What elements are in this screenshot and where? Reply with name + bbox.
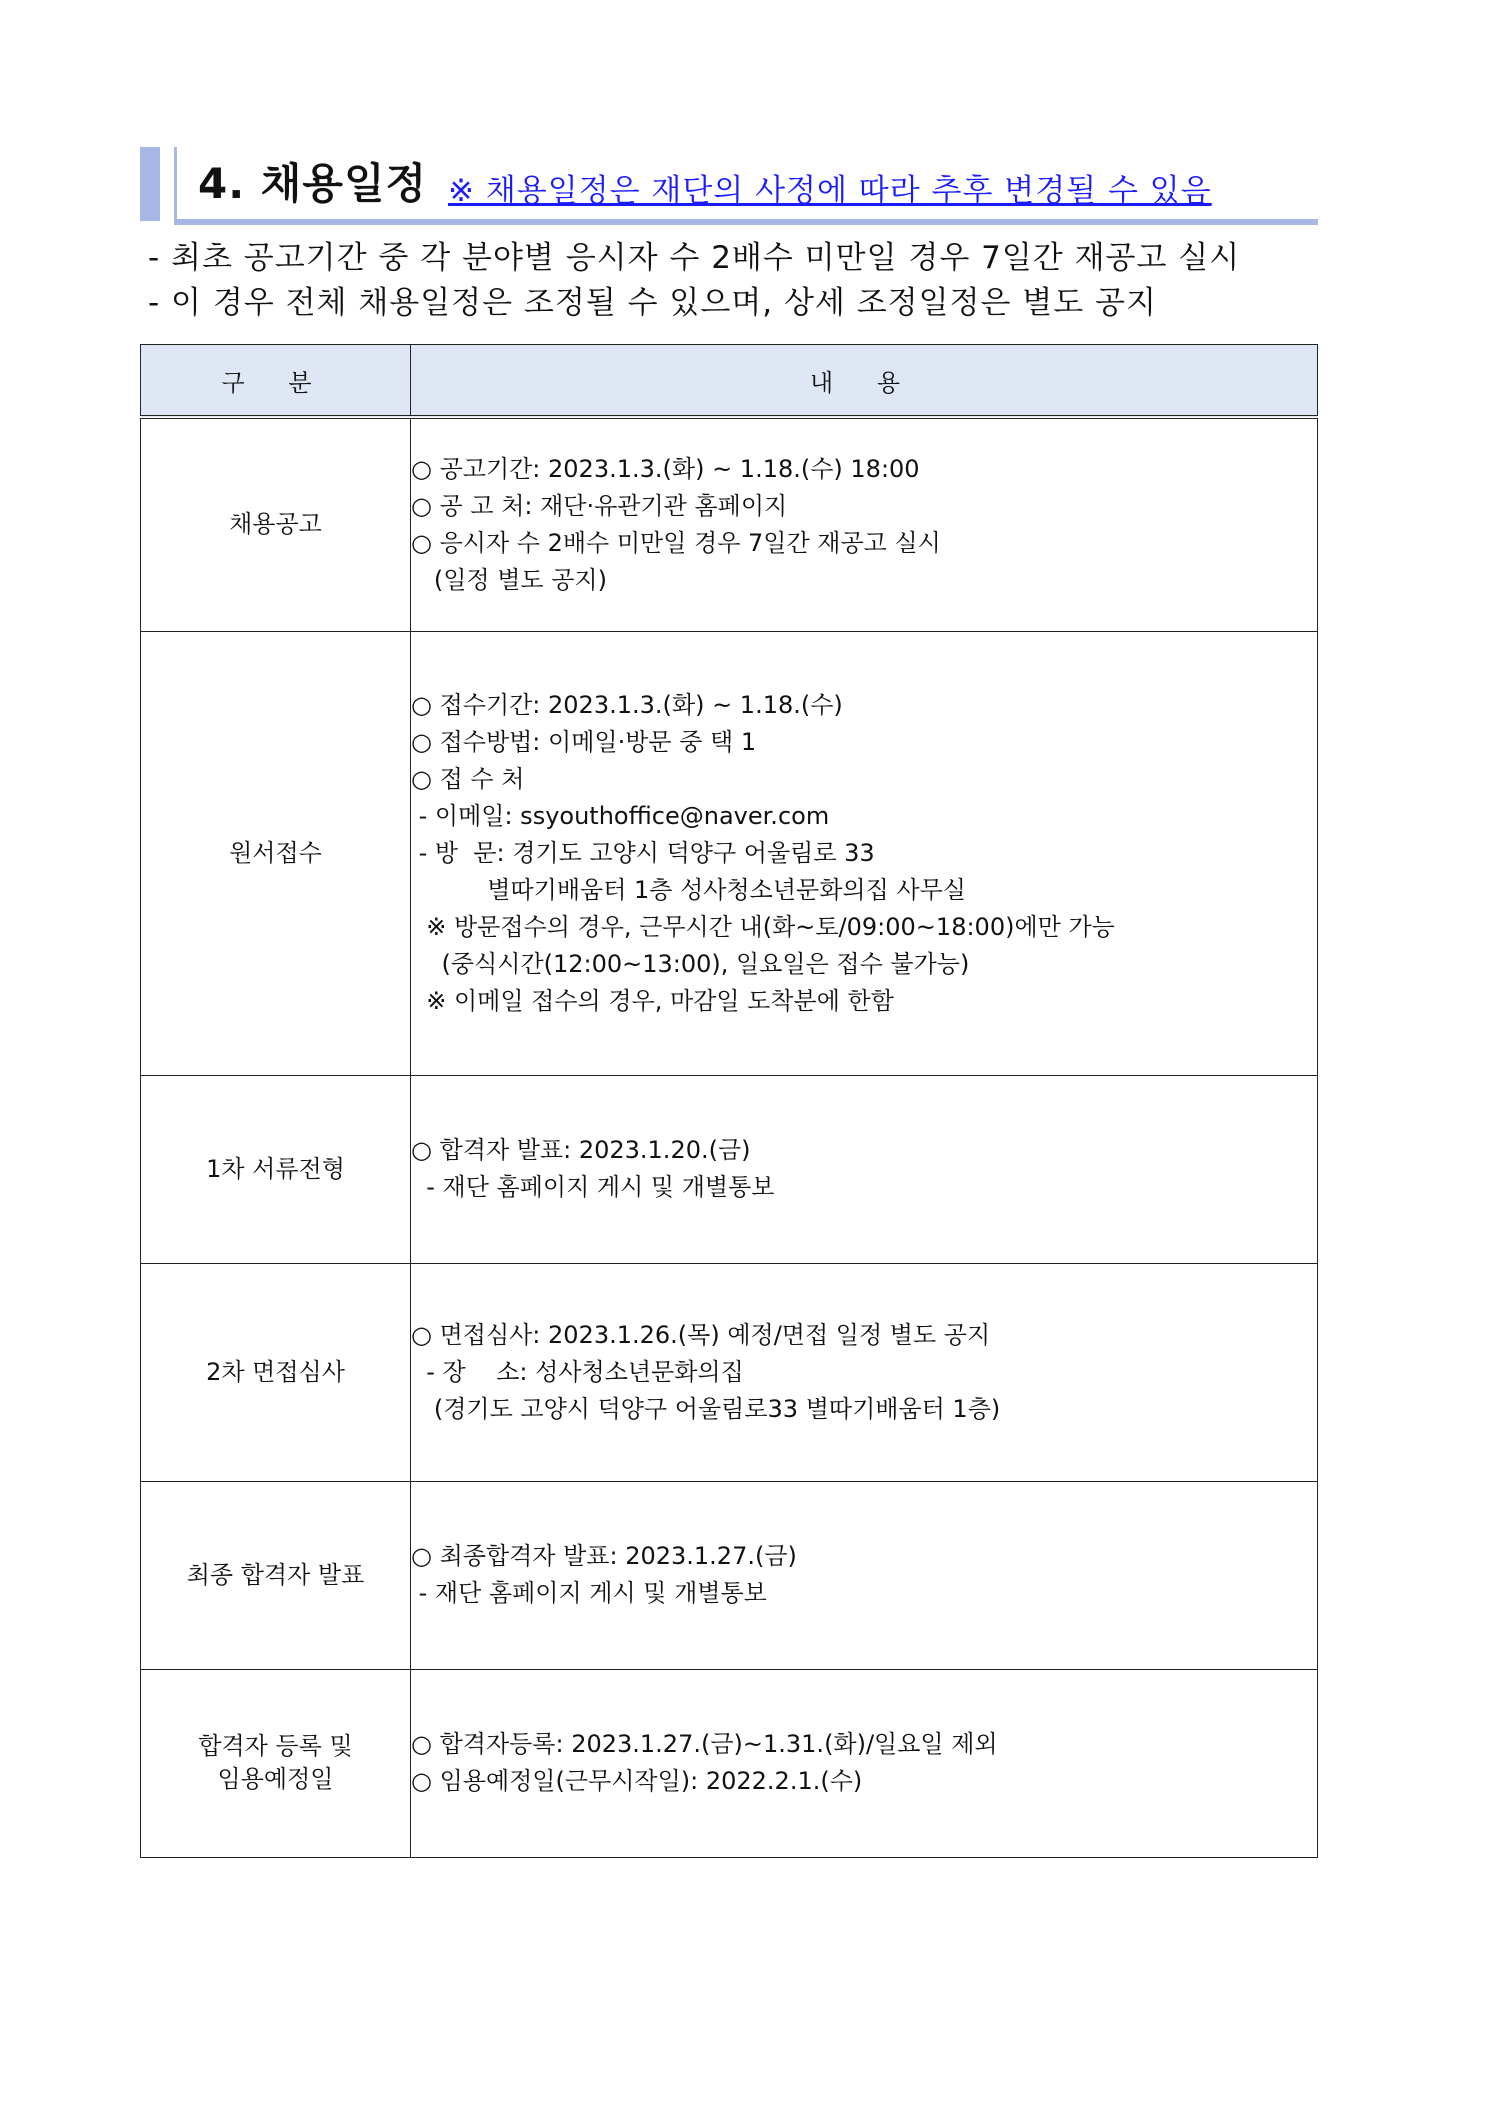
content-line: ○ 면접심사: 2023.1.26.(목) 예정/면접 일정 별도 공지 [411,1320,991,1349]
content-line: ※ 방문접수의 경우, 근무시간 내(화~토/09:00~18:00)에만 가능 [411,912,1115,941]
row-content [411,1263,1318,1481]
row-content [411,631,1318,1075]
schedule-table [140,344,1318,1858]
content-line: - 재단 홈페이지 게시 및 개별통보 [411,1173,775,1201]
row-content [411,417,1318,631]
row-content [411,1075,1318,1263]
row-category: 1차 서류전형 [141,1075,411,1263]
row-content [411,1669,1318,1857]
heading-accent-line [174,147,177,221]
table-row [141,417,1318,631]
table-header-row [141,345,1318,418]
content-line: ○ 공 고 처: 재단·유관기관 홈페이지 [411,491,788,520]
content-line: ○ 접수방법: 이메일·방문 중 택 1 [411,727,757,756]
table-row [141,1481,1318,1669]
content-line: ○ 최종합격자 발표: 2023.1.27.(금) [411,1542,797,1570]
table-row [141,631,1318,1075]
content-line: ○ 합격자 발표: 2023.1.20.(금) [411,1136,751,1164]
content-line: - 이메일: ssyouthoffice@naver.com [411,801,830,830]
content-line: (경기도 고양시 덕양구 어울림로33 별따기배움터 1층) [411,1394,1001,1423]
header-content: 내 용 [411,345,1318,418]
content-line: ○ 공고기간: 2023.1.3.(화) ~ 1.18.(수) 18:00 [411,454,920,483]
content-line: - 장 소: 성사청소년문화의집 [411,1357,744,1386]
content-line: - 방 문: 경기도 고양시 덕양구 어울림로 33 [411,838,875,867]
table-row [141,1263,1318,1481]
row-category: 최종 합격자 발표 [141,1481,411,1669]
heading-underline [174,219,1318,225]
intro-line: - 이 경우 전체 채용일정은 조정될 수 있으며, 상세 조정일정은 별도 공지 [148,285,1157,321]
row-category: 원서접수 [141,631,411,1075]
row-category: 합격자 등록 및 임용예정일 [141,1669,411,1857]
row-category: 채용공고 [141,417,411,631]
section-heading [140,145,1318,225]
table-row [141,1075,1318,1263]
header-category: 구 분 [141,345,411,418]
intro-notes [148,236,1240,326]
row-category: 2차 면접심사 [141,1263,411,1481]
heading-accent-bar [140,147,160,221]
content-line: ○ 합격자등록: 2023.1.27.(금)~1.31.(화)/일요일 제외 [411,1730,998,1758]
content-line: ※ 이메일 접수의 경우, 마감일 도착분에 한함 [411,986,894,1015]
content-line: (일정 별도 공지) [411,565,607,594]
intro-line: - 최초 공고기간 중 각 분야별 응시자 수 2배수 미만일 경우 7일간 재공고 실시 [148,240,1241,276]
content-line: (중식시간(12:00~13:00), 일요일은 접수 불가능) [411,949,970,978]
schedule-change-note: ※ 채용일정은 재단의 사정에 따라 추후 변경될 수 있음 [448,173,1212,209]
content-line: ○ 응시자 수 2배수 미만일 경우 7일간 재공고 실시 [411,528,941,557]
section-title: 4. 채용일정 [198,159,428,208]
content-line: - 재단 홈페이지 게시 및 개별통보 [411,1579,767,1607]
content-line: ○ 임용예정일(근무시작일): 2022.2.1.(수) [411,1767,863,1795]
content-line: 별따기배움터 1층 성사청소년문화의집 사무실 [411,875,966,904]
content-line: ○ 접수기간: 2023.1.3.(화) ~ 1.18.(수) [411,690,843,719]
row-content [411,1481,1318,1669]
table-row [141,1669,1318,1857]
content-line: ○ 접 수 처 [411,764,525,793]
